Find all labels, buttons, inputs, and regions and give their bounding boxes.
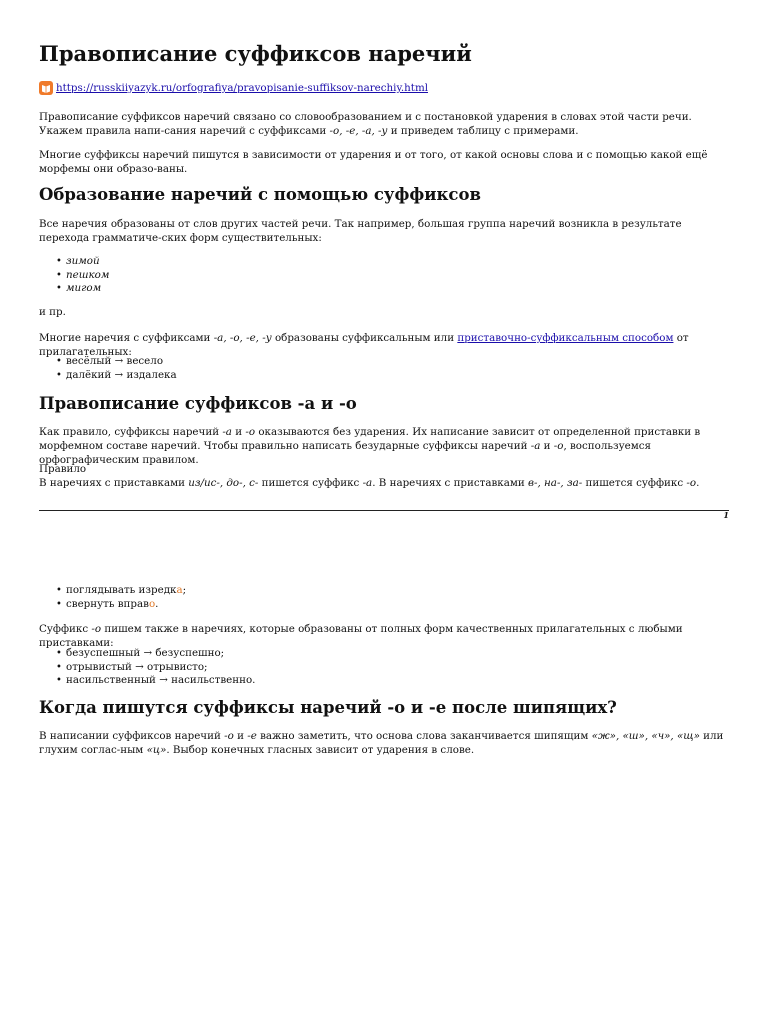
sibilants-paragraph: В написании суффиксов наречий -о и -е важно заметить, что основа слова заканчивается шипящим «ж», «ш», «ч», «щ» или глухим соглас-ным «ц». Выбор конечных гласных зависит от ударения в слове. bbox=[39, 730, 724, 756]
source-line bbox=[39, 81, 428, 95]
list-item: • пешком bbox=[39, 269, 729, 283]
intro-text-end: и приведем таблицу с примерами. bbox=[387, 125, 579, 137]
page-divider bbox=[39, 510, 729, 511]
list-item: • далёкий → издалека bbox=[39, 369, 729, 383]
method-link[interactable]: приставочно-суффиксальным способом bbox=[457, 332, 674, 344]
list-item: • безуспешный → безуспешно; bbox=[39, 647, 729, 661]
ending-highlight: о bbox=[148, 597, 156, 610]
noun-examples-list bbox=[39, 255, 729, 296]
section-heading-a-o: Правописание суффиксов -а и -о bbox=[39, 394, 357, 413]
section-heading-sibilants: Когда пишутся суффиксы наречий -о и -е после шипящих? bbox=[39, 698, 617, 717]
intro-text: Правописание суффиксов наречий связано со словообразованием и с постановкой ударения в словах этой части речи. Укажем правила напи-сания наречий с суффиксами bbox=[39, 111, 692, 137]
rule-label: Правило bbox=[39, 463, 87, 475]
rule-text: В наречиях с приставками из/ис-, до-, с- пишется суффикс -а. В наречиях с приставками в-, на-, за- пишется суффикс -о. bbox=[39, 477, 700, 489]
list-item: • зимой bbox=[39, 255, 729, 269]
list-item: • мигом bbox=[39, 282, 729, 296]
list-item: • свернуть вправо. bbox=[39, 598, 729, 612]
list-item: • весёлый → весело bbox=[39, 355, 729, 369]
page-number: 1 bbox=[723, 510, 729, 520]
adjective-examples-list bbox=[39, 355, 729, 382]
etc-text: и пр. bbox=[39, 306, 66, 318]
adjective-paragraph: Многие наречия с суффиксами -а, -о, -е, -у образованы суффиксальным или приставочно-суффиксальным способом от прилагательных: bbox=[39, 332, 689, 358]
section-heading-formation: Образование наречий с помощью суффиксов bbox=[39, 185, 481, 204]
intro-suffixes: -о, -е, -а, -у bbox=[329, 125, 388, 137]
quality-examples-list bbox=[39, 647, 729, 688]
list-item: • насильственный → насильственно. bbox=[39, 674, 729, 688]
source-link[interactable]: https://russkiiyazyk.ru/orfografiya/pravopisanie-suffiksov-narechiy.html bbox=[56, 82, 428, 94]
a-o-paragraph: Как правило, суффиксы наречий -а и -о оказываются без ударения. Их написание зависит от определенной приставки в морфемном составе наречий. Чтобы правильно написать безударные суффиксы наречий -а и -о, воспользуемся орфографическим правилом. bbox=[39, 426, 701, 466]
page-title: Правописание суффиксов наречий bbox=[39, 41, 472, 66]
ending-highlight: а bbox=[176, 584, 183, 596]
quality-paragraph: Суффикс -о пишем также в наречиях, которые образованы от полных форм качественных прилагательных с любыми приставками: bbox=[39, 623, 683, 649]
book-icon bbox=[41, 83, 51, 93]
list-item: • отрывистый → отрывисто; bbox=[39, 661, 729, 675]
intro-paragraph-2: Многие суффиксы наречий пишутся в зависимости от ударения и от того, от какой основы слова и с помощью какой ещё морфемы они образо-ваны. bbox=[39, 149, 708, 175]
prefix-examples-list bbox=[39, 584, 729, 611]
formation-paragraph: Все наречия образованы от слов других частей речи. Так например, большая группа наречий возникла в результате перехода грамматиче-ских форм существительных: bbox=[39, 218, 682, 244]
intro-paragraph-1 bbox=[39, 110, 729, 138]
list-item: • поглядывать изредка; bbox=[39, 584, 729, 598]
site-logo-icon bbox=[39, 81, 53, 95]
